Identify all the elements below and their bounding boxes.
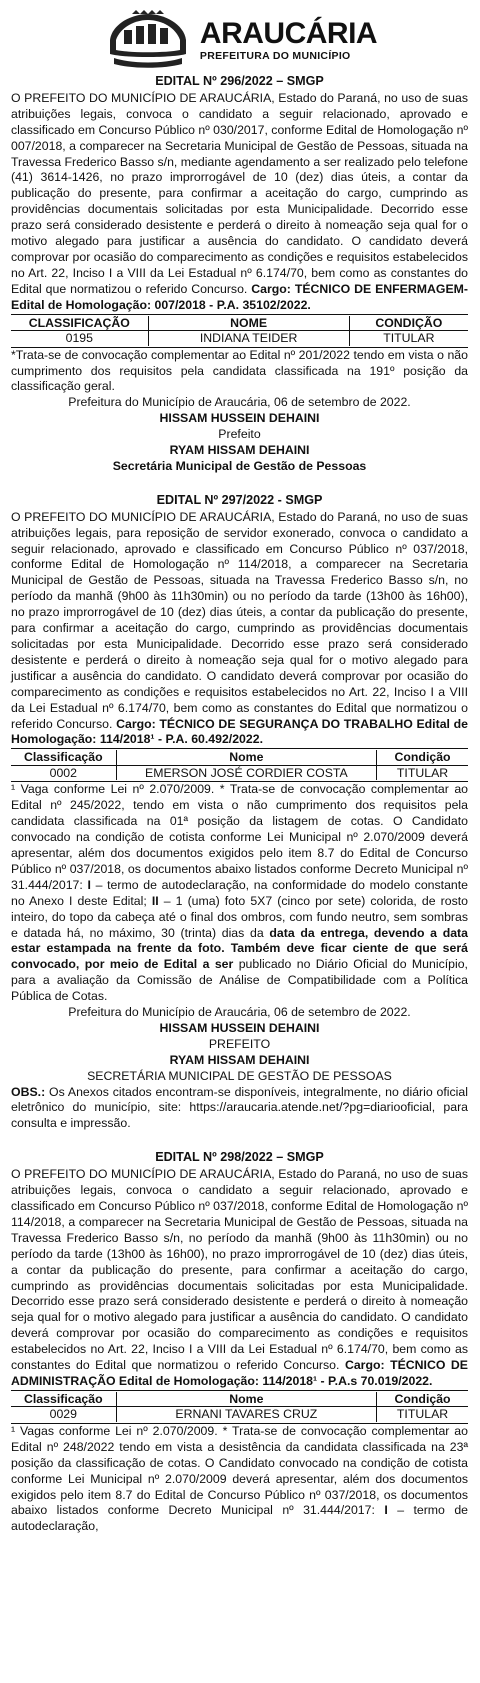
signatory-role: Secretária Municipal de Gestão de Pessoas xyxy=(112,458,367,473)
column-header: Nome xyxy=(116,750,376,765)
edital-296 xyxy=(11,74,468,475)
table-cell: 0002 xyxy=(11,765,116,780)
column-header: Classificação xyxy=(11,1392,116,1407)
edital-text: O PREFEITO DO MUNICÍPIO DE ARAUCÁRIA, Estado do Paraná, no uso de suas atribuições legais, para reposição de servidor exonerado, convoca o candidato a seguir relacionado, aprovado e classificado em Concurso Público nº 037/2018, conforme Edital de Homologação nº 114/2018, a comparecer na Secretaria Municipal de Gestão de Pessoas, situada na Travessa Frederico Basso s/n, no período da manhã (9h00 às 11h30min) ou no período da tarde (13h00 às 16h00), no prazo improrrogável de 10 (dez) dias úteis, a contar da publicação do presente, para confirmar a aceitação do cargo, cumprindo as providências documentais solicitadas por esta Municipalidade. Decorrido esse prazo será considerado desistente e perderá o direito à nomeação seja qual for o motivo alegado para justificar a ausência do candidato. O candidato deverá comprovar por ocasião do comparecimento as condições e requisitos estabelecidos no Art. 22, Inciso I a VIII da Lei Estadual nº 6.174/70, bem como as constantes do Edital que normatizou o referido Concurso. xyxy=(11,509,468,731)
edital-date: Prefeitura do Município de Araucária, 06 de setembro de 2022. xyxy=(68,1005,411,1020)
table-cell: INDIANA TEIDER xyxy=(148,331,349,346)
obs-paragraph xyxy=(11,1085,468,1133)
brand-subtitle: PREFEITURA DO MUNICÍPIO xyxy=(199,49,351,62)
edital-text: O PREFEITO DO MUNICÍPIO DE ARAUCÁRIA, Estado do Paraná, no uso de suas atribuições legais, convoca o candidato a seguir relacionado, aprovado e classificado em Concurso Público nº 037/2018, conforme Edital de Homologação nº 114/2018, a comparecer na Secretaria Municipal de Gestão de Pessoas, situada na Travessa Frederico Basso s/n, no período da manhã (9h00 às 11h30min) ou no período da tarde (13h00 às 16h00), no prazo improrrogável de 10 (dez) dias úteis, a contar da publicação do presente, para confirmar a aceitação do cargo, cumprindo as providências documentais solicitadas por esta Municipalidade. Decorrido esse prazo será considerado desistente e perderá o direito à nomeação seja qual for o motivo alegado para justificar a ausência do candidato. O candidato deverá comprovar por ocasião do comparecimento as condições e requisitos estabelecidos no Art. 22, Inciso I a VIII da Lei Estadual nº 6.174/70, bem como as constantes do Edital que normatizou o referido Concurso. xyxy=(11,1167,468,1373)
page-header xyxy=(11,8,468,72)
note-item-text: – 1 (uma) foto 5X7 (cinco por sete) colorida, de rosto inteiro, do topo da cabeça até o final dos ombros, com fundo neutro, sem sombras e datada há, no máximo, 30 (trinta) dias da xyxy=(11,893,468,940)
signatory-role: PREFEITO xyxy=(208,1036,271,1051)
brand-name: ARAUCÁRIA xyxy=(199,16,378,50)
edital-cargo: Cargo: TÉCNICO DE ENFERMAGEM- Edital de Homologação: 007/2018 - P.A. 35102/2022. xyxy=(11,281,468,312)
candidate-table xyxy=(11,748,468,782)
table-row xyxy=(11,331,468,346)
table-row xyxy=(11,1407,468,1422)
signatory-role: Prefeito xyxy=(218,427,261,442)
table-header-row xyxy=(11,750,468,765)
signatory-name: HISSAM HUSSEIN DEHAINI xyxy=(159,1020,320,1035)
note-item-label: I xyxy=(384,1503,388,1518)
edital-note xyxy=(11,1424,468,1535)
table-cell: TITULAR xyxy=(396,1407,449,1422)
column-header: NOME xyxy=(148,316,349,331)
note-bold-text: data da entrega, devendo a data estar estampada na frente da foto. Também deve ficar ciente de que será convocado, por meio de Edital a ser xyxy=(11,925,468,972)
note-text: ¹ Vagas conforme Lei nº 2.070/2009. * Trata-se de convocação complementar ao Edital nº 248/2022 tendo em vista a desistência da candidata classificada na 23ª posição da classificação de cotas. O Candidato convocado na condição de cotista conforme Lei Municipal nº 2.070/2009 deverá apresentar, além dos documentos exigidos pelo item 8.7 do Edital de Concurso Público nº 037/2018, os documentos abaixo listados conforme Decreto Municipal nº 31.444/2017: xyxy=(11,1423,468,1518)
table-header-row xyxy=(11,316,468,331)
column-header: Classificação xyxy=(11,750,116,765)
signatory-name: HISSAM HUSSEIN DEHAINI xyxy=(159,411,320,426)
edital-body xyxy=(11,1167,468,1390)
table-cell: 0029 xyxy=(11,1407,116,1422)
obs-label: OBS.: xyxy=(11,1084,46,1099)
municipal-crest-logo xyxy=(102,10,194,70)
candidate-table xyxy=(11,314,468,348)
signatory-name: RYAM HISSAM DEHAINI xyxy=(169,1052,310,1067)
table-cell: TITULAR xyxy=(396,765,449,780)
edital-cargo: Cargo: TÉCNICO DE SEGURANÇA DO TRABALHO Edital de Homologação: 114/2018¹ - P.A. 60.492/2022. xyxy=(11,716,468,747)
edital-cargo: Cargo: TÉCNICO DE ADMINISTRAÇÃO Edital de Homologação: 114/2018¹ - P.A.s 70.019/2022. xyxy=(11,1358,468,1388)
note-item-text: – termo de autodeclaração, na conformidade do modelo constante no Anexo I deste Edital; xyxy=(11,877,469,908)
edital-note xyxy=(11,782,468,1005)
candidate-table xyxy=(11,1390,468,1424)
note-text: ¹ Vaga conforme Lei nº 2.070/2009. * Trata-se de convocação complementar ao Edital nº 245/2022, tendo em vista o não cumprimento dos requisitos pela candidata classificada na 01ª posição da listagem de cotas. O Candidato convocado na condição de cotista conforme Lei Municipal nº 2.070/2009 deverá apresentar, além dos documentos exigidos pelo item 8.7 do Edital de Concurso Público nº 037/2018, os documentos abaixo listados conforme Decreto Municipal nº 31.444/2017: xyxy=(11,782,468,892)
table-cell: TITULAR xyxy=(383,331,435,346)
column-header: Condição xyxy=(377,1392,468,1407)
table-cell: 0195 xyxy=(11,331,148,346)
edital-body xyxy=(11,91,468,314)
edital-body xyxy=(11,510,468,749)
obs-text: Os Anexos citados encontram-se disponíveis, integralmente, no diário oficial eletrônico do município, site: https://araucaria.atende.net/?pg=diariooficial, para consulta e impressão. xyxy=(11,1084,468,1131)
edital-297 xyxy=(11,493,468,1132)
note-item-label: II xyxy=(151,893,159,908)
edital-title: EDITAL Nº 298/2022 – SMGP xyxy=(155,1150,324,1165)
edital-title: EDITAL Nº 296/2022 – SMGP xyxy=(155,74,324,88)
table-row xyxy=(11,765,468,780)
table-cell: ERNANI TAVARES CRUZ xyxy=(116,1407,376,1422)
edital-title: EDITAL Nº 297/2022 - SMGP xyxy=(156,492,323,507)
note-item-text: – termo de autodeclaração, xyxy=(11,1503,468,1534)
edital-note: *Trata-se de convocação complementar ao Edital nº 201/2022 tendo em vista o não cumprimento dos requisitos pela candidata classificada na 191º posição da classificação geral. xyxy=(11,347,468,394)
column-header: CLASSIFICAÇÃO xyxy=(11,316,148,331)
signatory-name: RYAM HISSAM DEHAINI xyxy=(169,443,310,458)
column-header: CONDIÇÃO xyxy=(349,316,468,331)
column-header: Condição xyxy=(377,750,468,765)
note-item-label: I xyxy=(87,877,91,892)
column-header: Nome xyxy=(116,1392,376,1407)
edital-text: O PREFEITO DO MUNICÍPIO DE ARAUCÁRIA, Estado do Paraná, no uso de suas atribuições legais, convoca o candidato a seguir relacionado, aprovado e classificado em Concurso Público nº 030/2017, conforme Edital de Homologação nº 007/2018, a comparecer na Secretaria Municipal de Gestão de Pessoas, situada na Travessa Frederico Basso s/n, mediante agendamento a ser realizado pelo telefone (41) 3614-1426, no prazo improrrogável de 10 (dez) dias úteis, a contar da publicação do presente, para confirmar a aceitação do cargo, cumprindo as providências documentais solicitadas por esta Municipalidade. Decorrido esse prazo será considerado desistente e perderá o direito à nomeação seja qual for o motivo alegado para justificar a ausência do candidato. O candidato deverá comprovar por ocasião do comparecimento as condições e requisitos estabelecidos no Art. 22, Inciso I a VIII da Lei Estadual nº 6.174/70, bem como as constantes do Edital que normatizou o referido Concurso. xyxy=(11,90,468,296)
edital-298 xyxy=(11,1150,468,1535)
table-header-row xyxy=(11,1392,468,1407)
edital-date: Prefeitura do Município de Araucária, 06 de setembro de 2022. xyxy=(68,395,411,410)
table-cell: EMERSON JOSÉ CORDIER COSTA xyxy=(116,765,376,780)
signatory-role: SECRETÁRIA MUNICIPAL DE GESTÃO DE PESSOAS xyxy=(87,1068,392,1083)
note-end-text: publicado no Diário Oficial do Município, para a avaliação da Comissão de Análise de Compatibilidade com a Política Pública de Cotas. xyxy=(11,957,468,1004)
brand-block xyxy=(199,16,378,62)
